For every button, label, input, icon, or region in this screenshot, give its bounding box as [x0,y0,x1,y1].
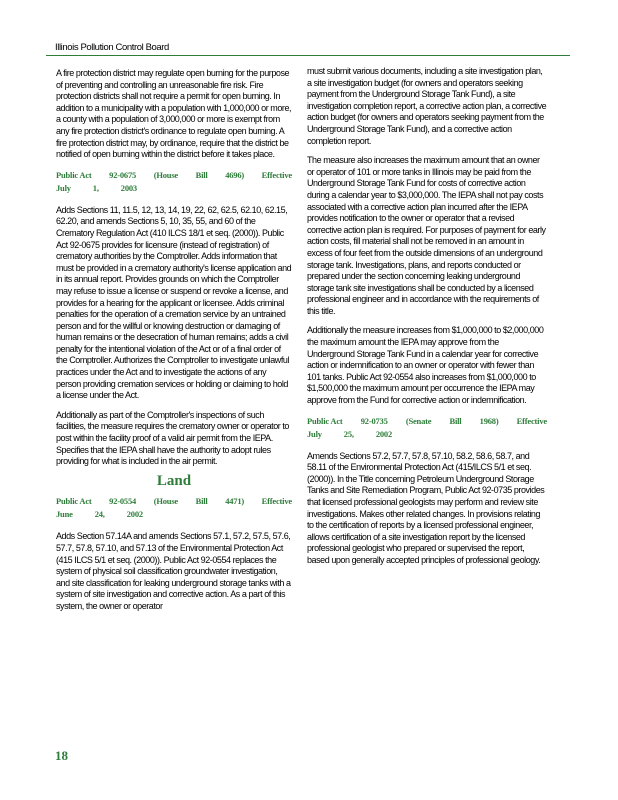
act-number: 92-0675 [109,169,137,180]
paragraph: The measure also increases the maximum amount that an owner or operator of 101 or more tanks in Illinois may be paid from the Underground Storage Tank Fund for costs of corrective action during a calendar year to $3,000,000. The IEPA shall not pay costs associated with a corrective action plan incurred after the IEPA provides notification to the owner or operator that a revised corrective action plan is required. For purposes of payment for early action costs, fill material shall not be removed in an amount in excess of four feet from the outside dimensions of an underground storage tank. Investigations, plans, and reports conducted or prepared under the section concerning leaking underground storage tank site investigations shall be conducted by a licensed professional engineer and in accordance with the requirements of this title. [307,155,546,316]
act-month: June [56,509,73,520]
paragraph: must submit various documents, including a site investigation plan, a site investigation budget (for owners and operators seeking payment from the Underground Storage Tank Fund), a site investigation completion report, a corrective action plan, a corrective action budget (for owners and operators seeking payment from the Underground Storage Tank Fund), and a corrective action completion report. [307,66,547,146]
section-title: Land [156,472,192,489]
public-act-heading [307,415,547,441]
paragraph: Adds Sections 11, 11.5, 12, 13, 14, 19, 22, 62, 62.5, 62.10, 62.15, 62.20, and amends Sections 5, 10, 35, 55, and 60 of the Crematory Regulation Act (410 ILCS 18/1 et seq. (2000)). Public Act 92-0675 provides for licensure (instead of registration) of crematory authorities by the Comptroller. Adds information that must be provided in a crematory authority's license application and in its annual report. Provides grounds on which the Comptroller may refuse to issue a license or suspend or revoke a license, and provides for a hearing for the applicant or licensee. Adds criminal penalties for the operation of a cremation service by an untrained person and for the willful or knowing destruction or damaging of human remains or the desecration of human remains; adds a civil penalty for the intentional violation of the Act or of a final order of the Comptroller. Authorizes the Comptroller to investigate unlawful practices under the Act and to investigate the actions of any person providing cremation services or holding or claiming to hold a license under the Act. [56,204,292,401]
act-bill-number: 4471) [225,496,245,507]
left-column [56,68,292,621]
act-day: 24, [94,509,105,520]
act-month: July [56,182,71,193]
act-label: Public Act [56,169,92,180]
page-number: 18 [55,748,68,763]
paragraph: A fire protection district may regulate open burning for the purpose of preventing and controlling an unreasonable fire risk. Fire protection districts shall not require a permit for open burning. In addition to a municipality with a population with 1,000,000 or more, a county with a population of 3,000,000 or more is exempt from any fire protection district's ordinance to regulate open burning. A fire protection district may, by ordinance, require that the district be notified of open burning within the district before it takes place. [56,68,292,160]
act-day: 1, [92,182,99,193]
act-day: 25, [343,428,354,439]
act-chamber: (Senate [405,415,432,426]
act-effective: Effective [261,169,292,180]
act-bill: Bill [449,415,462,426]
paragraph: Amends Sections 57.2, 57.7, 57.8, 57.10, 58.2, 58.6, 58.7, and 58.11 of the Environmental Protection Act (415/ILCS 5/1 et seq. (2000)). In the Title concerning Petroleum Underground Storage Tanks and Site Remediation Program, Public Act 92-0735 provides that licensed professional geologists may perform and review site investigations. Makes other related changes. In provisions relating to the certification of reports by a licensed professional engineer, allows certification of a site investigation report by the licensed professional geologist who prepared or supervised the report, based upon generally accepted principles of professional geology. [307,450,545,565]
paragraph: Additionally as part of the Comptroller's inspections of such facilities, the measure requires the crematory owner or operator to post within the facility proof of a valid air permit from the IEPA. Specifies that the IEPA shall have the authority to adopt rules providing for what is included in the air permit. [56,409,289,467]
act-bill-number: 4696) [225,169,245,180]
act-number: 92-0554 [109,496,137,507]
act-chamber: (House [153,169,179,180]
act-year: 2003 [120,182,137,193]
act-bill: Bill [195,169,208,180]
running-header: Illinois Pollution Control Board [55,42,169,53]
paragraph: Additionally the measure increases from $1,000,000 to $2,000,000 the maximum amount the IEPA may approve from the Underground Storage Tank Fund in a calendar year for corrective action or indemnification to an owner or operator with fewer than 101 tanks. Public Act 92-0554 also increases from $1,000,000 to $1,500,000 the maximum amount per occurrence the IEPA may approve from the Fund for corrective action or indemnification. [307,325,544,406]
act-number: 92-0735 [360,415,388,426]
act-month: July [307,428,322,439]
paragraph: Adds Section 57.14A and amends Sections 57.1, 57.2, 57.5, 57.6, 57.7, 57.8, 57.10, and 57.13 of the Environmental Protection Act (415 ILCS 5/1 et seq. (2000)). Public Act 92-0554 replaces the system of physical soil classification groundwater investigation, and site classification for leaking underground storage tanks with a system of site investigation and corrective action. As a part of this system, the owner or operator [56,531,291,611]
header-rule [46,55,570,56]
public-act-heading [56,169,292,195]
act-effective: Effective [516,415,547,426]
act-year: 2002 [126,509,143,520]
act-bill: Bill [195,496,208,507]
act-chamber: (House [153,496,179,507]
right-column [307,66,547,575]
act-effective: Effective [261,496,292,507]
public-act-heading [56,495,292,521]
act-label: Public Act [307,415,343,426]
act-year: 2002 [375,428,393,439]
act-label: Public Act [56,496,92,507]
act-bill-number: 1968) [479,415,499,426]
